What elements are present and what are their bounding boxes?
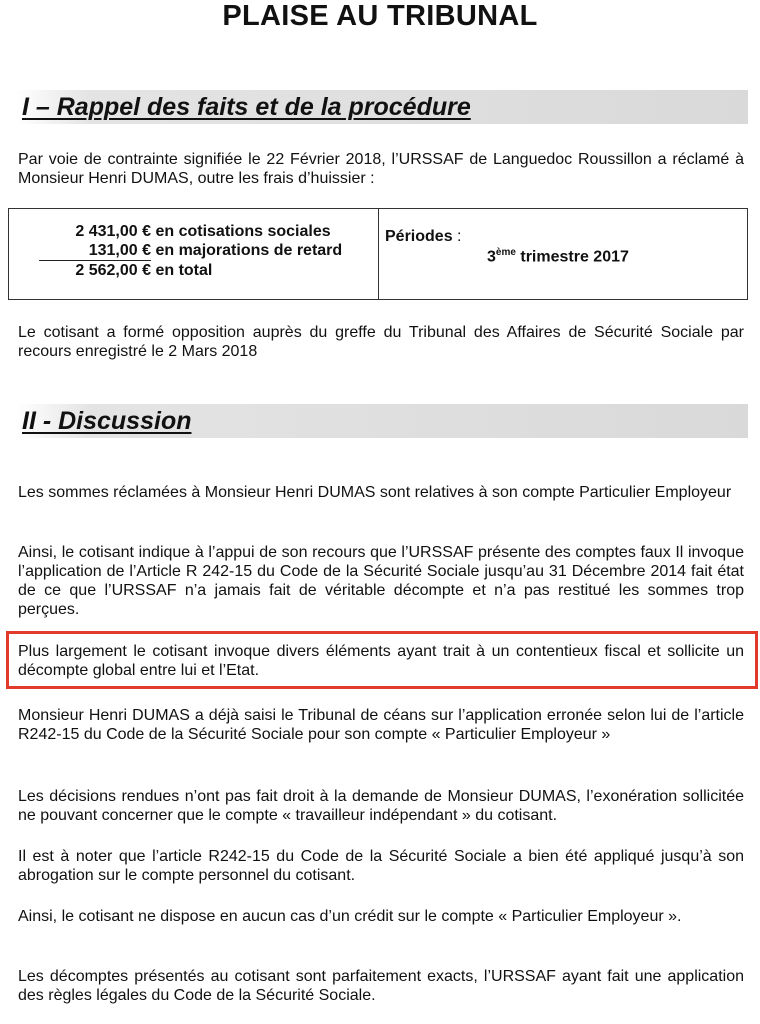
paragraph: Les sommes réclamées à Monsieur Henri DUMAS sont relatives à son compte Particulier Employeur (18, 484, 732, 501)
amount-row-3 (39, 262, 212, 280)
amount-label: en majorations de retard (155, 242, 343, 259)
section-2-header-bar (16, 404, 748, 438)
period-ordinal: 3 (487, 248, 496, 266)
amounts-table (8, 208, 748, 300)
period-rest: trimestre 2017 (515, 248, 629, 266)
period-superscript: ème (495, 247, 516, 258)
paragraph: Monsieur Henri DUMAS a déjà saisi le Tribunal de céans sur l’application erronée selon lui de l’article R242-15 du Code de la Sécurité Sociale pour son compte « Particulier Employeur » (18, 707, 744, 743)
section-1-after: Le cotisant a formé opposition auprès du greffe du Tribunal des Affaires de Sécurité Sociale par recours enregistré le 2 Mars 2018 (18, 324, 744, 360)
section-1-header-bar (16, 90, 748, 124)
paragraph: Ainsi, le cotisant ne dispose en aucun cas d’un crédit sur le compte « Particulier Employeur ». (18, 908, 682, 925)
section-1-intro: Par voie de contrainte signifiée le 22 Février 2018, l’URSSAF de Languedoc Roussillon a réclamé à Monsieur Henri DUMAS, outre les frais d’huissier : (18, 151, 744, 187)
periods-label (385, 228, 461, 246)
paragraph: Il est à noter que l’article R242-15 du Code de la Sécurité Sociale a bien été appliqué jusqu’à son abrogation sur le compte personnel du cotisant. (18, 848, 744, 884)
paragraph: Les décisions rendues n’ont pas fait droit à la demande de Monsieur DUMAS, l’exonération sollicitée ne pouvant concerner que le compte « travailleur indépendant » du cotisant. (18, 788, 744, 824)
section-2-heading: II - Discussion (22, 407, 192, 435)
paragraph: Ainsi, le cotisant indique à l’appui de son recours que l’URSSAF présente des comptes faux Il invoque l’application de l’Article R 242-15 du Code de la Sécurité Sociale jusqu’au 31 Décembre 2014 fait état de ce que l’URSSAF n’a jamais fait de véritable décompte et n’a pas restitué les sommes trop perçues. (18, 544, 744, 618)
document-title: PLAISE AU TRIBUNAL (222, 0, 538, 32)
amount-row-1 (39, 223, 331, 241)
amount-label: en total (155, 262, 213, 279)
amount-row-2 (39, 242, 342, 260)
periods-label-text: Périodes (385, 228, 453, 245)
section-1-heading: I – Rappel des faits et de la procédure (22, 93, 471, 121)
paragraph: Les décomptes présentés au cotisant sont parfaitement exacts, l’URSSAF ayant fait une application des règles légales du Code de la Sécurité Sociale. (18, 968, 744, 1004)
amount-value: 2 431,00 € (75, 223, 151, 240)
highlighted-paragraph: Plus largement le cotisant invoque divers éléments ayant trait à un contentieux fiscal et sollicite un décompte global entre lui et l’Etat. (18, 643, 744, 679)
sum-rule (39, 260, 151, 261)
table-divider (378, 209, 379, 299)
amount-value: 2 562,00 € (75, 262, 151, 279)
period-value (487, 247, 629, 266)
amount-label: en cotisations sociales (155, 223, 331, 240)
periods-colon: : (452, 228, 462, 245)
amount-value: 131,00 € (88, 242, 151, 259)
